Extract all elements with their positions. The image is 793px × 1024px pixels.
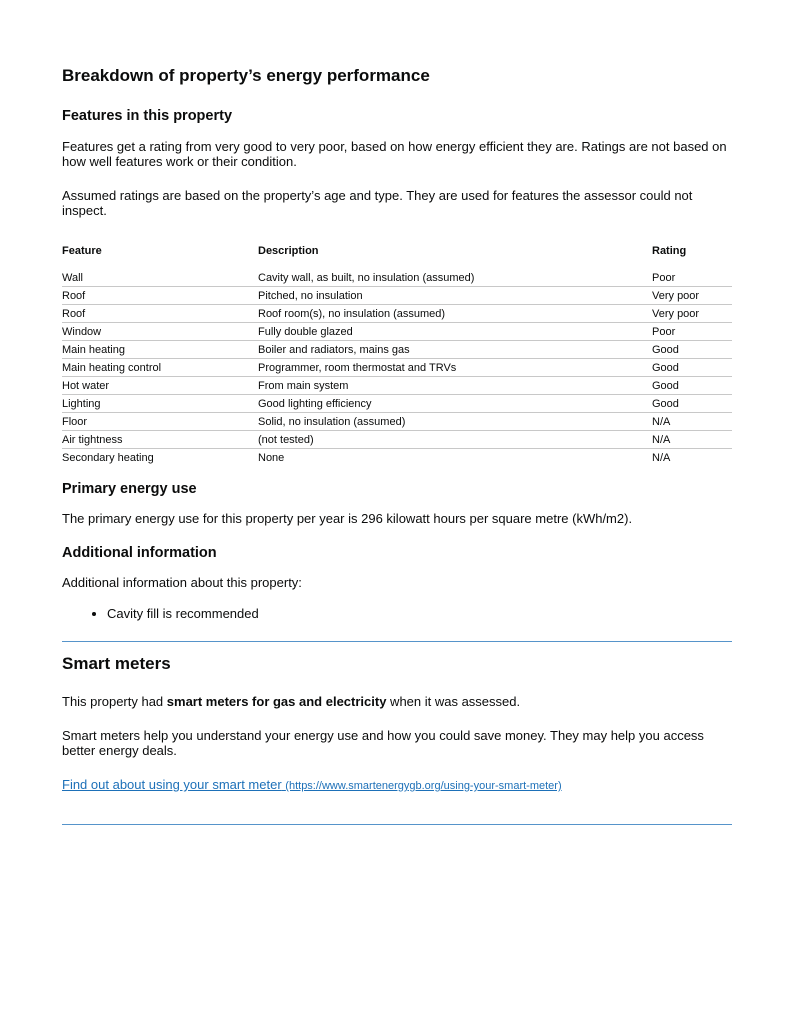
rating-cell: N/A: [652, 451, 671, 464]
description-cell: Programmer, room thermostat and TRVs: [258, 359, 652, 377]
section-divider: [62, 641, 732, 642]
table-row: [62, 359, 732, 377]
smart-meters-status-prefix: This property had: [62, 694, 167, 709]
smart-meters-status-suffix: when it was assessed.: [386, 694, 521, 709]
list-item: • Cavity fill is recommended: [107, 606, 259, 621]
description-cell: Pitched, no insulation: [258, 287, 652, 305]
feature-cell: Hot water: [62, 377, 258, 395]
description-cell: None: [258, 451, 285, 464]
table-row: [62, 395, 732, 413]
smart-meters-status-paragraph: [62, 694, 732, 709]
description-cell: Cavity wall, as built, no insulation (assumed): [258, 269, 652, 287]
feature-cell: Lighting: [62, 395, 258, 413]
feature-cell: Window: [62, 323, 258, 341]
feature-cell: Roof: [62, 305, 258, 323]
column-header-feature: Feature: [62, 245, 102, 257]
rating-cell: N/A: [652, 413, 732, 431]
features-intro-paragraph: Features get a rating from very good to very poor, based on how energy efficient they are. Ratings are not based on how well features work or their condition.: [62, 139, 727, 169]
table-row: [62, 305, 732, 323]
rating-cell: Very poor: [652, 305, 732, 323]
table-row: [62, 413, 732, 431]
smart-meters-heading: Smart meters: [62, 654, 171, 673]
feature-cell: Air tightness: [62, 431, 258, 449]
table-row: [62, 287, 732, 305]
additional-info-list: [62, 606, 259, 621]
rating-cell: Very poor: [652, 287, 732, 305]
table-row: [62, 431, 732, 449]
primary-energy-heading: Primary energy use: [62, 481, 197, 497]
rating-cell: Poor: [652, 323, 732, 341]
smart-meter-link-url: (https://www.smartenergygb.org/using-your-smart-meter): [285, 780, 562, 792]
table-row: [62, 377, 732, 395]
feature-cell: Main heating: [62, 341, 258, 359]
rating-cell: Poor: [652, 269, 732, 287]
table-row: [62, 341, 732, 359]
description-cell: (not tested): [258, 431, 652, 449]
section-divider: [62, 824, 732, 825]
table-row: [62, 449, 732, 467]
description-cell: Fully double glazed: [258, 323, 652, 341]
table-row: [62, 323, 732, 341]
additional-info-heading: Additional information: [62, 545, 217, 561]
feature-cell: Secondary heating: [62, 451, 154, 464]
feature-cell: Main heating control: [62, 359, 258, 377]
feature-cell: Floor: [62, 413, 258, 431]
primary-energy-text: The primary energy use for this property per year is 296 kilowatt hours per square metre (kWh/m2).: [62, 511, 633, 526]
column-header-rating: Rating: [652, 245, 687, 257]
description-cell: Good lighting efficiency: [258, 395, 652, 413]
assumed-ratings-paragraph: Assumed ratings are based on the property’s age and type. They are used for features the assessor could not inspect.: [62, 188, 693, 218]
feature-cell: Wall: [62, 269, 258, 287]
features-heading: Features in this property: [62, 108, 233, 124]
description-cell: Solid, no insulation (assumed): [258, 413, 652, 431]
smart-meters-info-paragraph: Smart meters help you understand your energy use and how you could save money. They may help you access better energy deals.: [62, 728, 704, 758]
rating-cell: Good: [652, 341, 732, 359]
smart-meter-link-text: Find out about using your smart meter: [62, 777, 282, 792]
smart-meters-status-bold: smart meters for gas and electricity: [166, 694, 387, 709]
smart-meter-link[interactable]: [62, 777, 562, 792]
rating-cell: Good: [652, 359, 732, 377]
description-cell: Boiler and radiators, mains gas: [258, 341, 652, 359]
rating-cell: Good: [652, 395, 732, 413]
feature-cell: Roof: [62, 287, 258, 305]
features-table: [62, 241, 732, 466]
rating-cell: Good: [652, 377, 732, 395]
description-cell: Roof room(s), no insulation (assumed): [258, 305, 652, 323]
rating-cell: N/A: [652, 431, 732, 449]
description-cell: From main system: [258, 377, 652, 395]
page-title: Breakdown of property’s energy performance: [62, 66, 430, 85]
additional-info-intro: Additional information about this property:: [62, 575, 302, 590]
table-header-row: [62, 241, 732, 269]
table-row: [62, 269, 732, 287]
column-header-description: Description: [258, 245, 319, 257]
